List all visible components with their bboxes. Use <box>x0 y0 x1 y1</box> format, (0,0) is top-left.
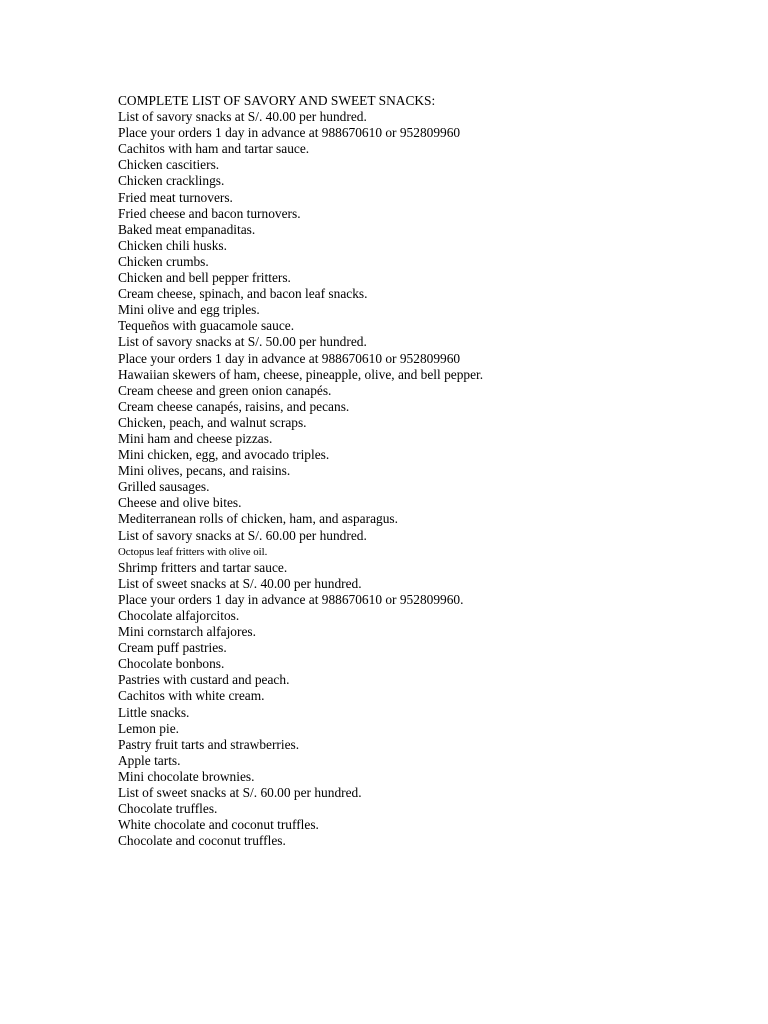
document-line: Chicken crumbs. <box>118 253 209 269</box>
document-line: Fried cheese and bacon turnovers. <box>118 205 301 221</box>
document-line: Shrimp fritters and tartar sauce. <box>118 559 288 575</box>
document-line: Place your orders 1 day in advance at 988670610 or 952809960 <box>118 125 461 141</box>
document-line: Chocolate and coconut truffles. <box>118 833 286 849</box>
document-line: Chicken cascitiers. <box>118 157 220 173</box>
document-line: Mini chocolate brownies. <box>118 768 255 784</box>
document-line: Cachitos with white cream. <box>118 688 265 704</box>
document-line: Lemon pie. <box>118 720 179 736</box>
document-line: Mini olives, pecans, and raisins. <box>118 463 291 479</box>
document-line: Cream cheese, spinach, and bacon leaf snacks. <box>118 286 368 302</box>
document-line: White chocolate and coconut truffles. <box>118 817 319 833</box>
document-line: Cream cheese canapés, raisins, and pecans. <box>118 398 350 414</box>
document-line: Octopus leaf fritters with olive oil. <box>118 545 268 558</box>
document-line: Baked meat empanaditas. <box>118 221 256 237</box>
document-line: Pastries with custard and peach. <box>118 672 290 688</box>
document-line: Place your orders 1 day in advance at 988670610 or 952809960. <box>118 591 464 607</box>
document-line: Little snacks. <box>118 704 190 720</box>
document-line: Mini olive and egg triples. <box>118 302 260 318</box>
document-line: Mini cornstarch alfajores. <box>118 624 256 640</box>
document-line: List of savory snacks at S/. 40.00 per hundred. <box>118 109 367 125</box>
document-line: Chicken chili husks. <box>118 237 227 253</box>
document-line: Chicken and bell pepper fritters. <box>118 270 291 286</box>
document-line: Mediterranean rolls of chicken, ham, and asparagus. <box>118 511 398 527</box>
document-line: Grilled sausages. <box>118 479 210 495</box>
document-line: Apple tarts. <box>118 752 181 768</box>
document-line: Mini chicken, egg, and avocado triples. <box>118 447 330 463</box>
document-line: Tequeños with guacamole sauce. <box>118 318 295 334</box>
document-line: Cream puff pastries. <box>118 640 227 656</box>
document-line: Cheese and olive bites. <box>118 495 242 511</box>
document-line: Hawaiian skewers of ham, cheese, pineapple, olive, and bell pepper. <box>118 366 484 382</box>
document-title: COMPLETE LIST OF SAVORY AND SWEET SNACKS: <box>118 93 436 108</box>
document-line: Pastry fruit tarts and strawberries. <box>118 736 300 752</box>
document-line: List of savory snacks at S/. 60.00 per hundred. <box>118 527 367 543</box>
document-line: Chocolate alfajorcitos. <box>118 608 240 623</box>
document-line: List of sweet snacks at S/. 60.00 per hundred. <box>118 785 362 801</box>
document-line: Cachitos with ham and tartar sauce. <box>118 141 310 157</box>
document-text <box>118 93 718 849</box>
document-line: List of savory snacks at S/. 50.00 per hundred. <box>118 334 367 350</box>
document-line: Place your orders 1 day in advance at 988670610 or 952809960 <box>118 350 461 366</box>
document-line: Chocolate truffles. <box>118 801 218 817</box>
document-line: Chocolate bonbons. <box>118 656 225 672</box>
document-line: Mini ham and cheese pizzas. <box>118 430 273 446</box>
document-line: Chicken, peach, and walnut scraps. <box>118 414 307 430</box>
document-line: Fried meat turnovers. <box>118 189 233 205</box>
document-line: List of sweet snacks at S/. 40.00 per hundred. <box>118 575 362 591</box>
document-line: Chicken cracklings. <box>118 173 225 189</box>
document-line: Cream cheese and green onion canapés. <box>118 382 332 398</box>
